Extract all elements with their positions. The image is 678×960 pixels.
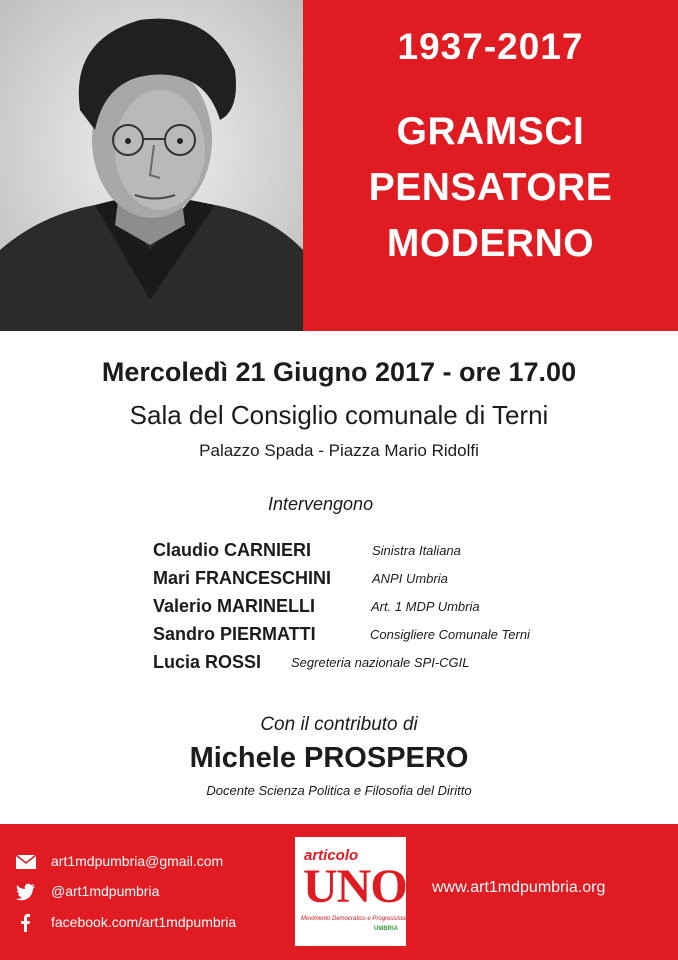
contact-twitter-text: @art1mdpumbria bbox=[51, 883, 160, 899]
title-line-1: GRAMSCI bbox=[396, 110, 585, 153]
speaker-name: Lucia ROSSI bbox=[153, 652, 262, 672]
speakers-heading: Intervengono bbox=[268, 494, 374, 514]
event-address: Palazzo Spada - Piazza Mario Ridolfi bbox=[199, 441, 479, 460]
logo-line-2: UNO bbox=[303, 860, 407, 913]
website-link[interactable]: www.art1mdpumbria.org bbox=[432, 879, 606, 896]
speaker-name: Sandro PIERMATTI bbox=[153, 624, 316, 644]
contact-facebook-text: facebook.com/art1mdpumbria bbox=[51, 914, 237, 930]
event-date: Mercoledì 21 Giugno 2017 - ore 17.00 bbox=[101, 357, 577, 387]
speaker-role: Sinistra Italiana bbox=[372, 543, 461, 558]
speaker-role: ANPI Umbria bbox=[372, 571, 448, 586]
articolo-uno-logo bbox=[295, 837, 406, 946]
speaker-name: Mari FRANCESCHINI bbox=[153, 568, 332, 588]
speaker-name: Claudio CARNIERI bbox=[153, 540, 312, 560]
facebook-icon bbox=[15, 913, 37, 933]
logo-line-1: articolo bbox=[304, 847, 359, 864]
speaker-role: Consigliere Comunale Terni bbox=[370, 627, 530, 642]
header-section bbox=[0, 0, 678, 331]
contact-email-text: art1mdpumbria@gmail.com bbox=[51, 853, 224, 869]
logo-line-4: UMBRIA bbox=[374, 926, 398, 932]
guest-speaker-role: Docente Scienza Politica e Filosofia del Diritto bbox=[206, 783, 472, 798]
title-panel bbox=[303, 0, 678, 331]
years-heading: 1937-2017 bbox=[397, 26, 584, 67]
event-title bbox=[303, 104, 678, 272]
speaker-role: Art. 1 MDP Umbria bbox=[371, 599, 480, 614]
event-venue: Sala del Consiglio comunale di Terni bbox=[129, 400, 549, 430]
speaker-role: Segreteria nazionale SPI-CGIL bbox=[291, 655, 470, 670]
logo-line-3: Movimento Democratico e Progressista bbox=[301, 916, 406, 922]
portrait-illustration bbox=[0, 0, 303, 331]
contribution-heading: Con il contributo di bbox=[260, 714, 418, 735]
footer bbox=[0, 824, 678, 960]
title-line-3: MODERNO bbox=[386, 222, 595, 265]
envelope-icon bbox=[15, 852, 37, 872]
portrait-photo bbox=[0, 0, 303, 331]
twitter-icon bbox=[15, 882, 37, 902]
title-line-2: PENSATORE bbox=[368, 166, 613, 209]
guest-speaker-name: Michele PROSPERO bbox=[189, 742, 469, 774]
speaker-name: Valerio MARINELLI bbox=[153, 596, 316, 616]
